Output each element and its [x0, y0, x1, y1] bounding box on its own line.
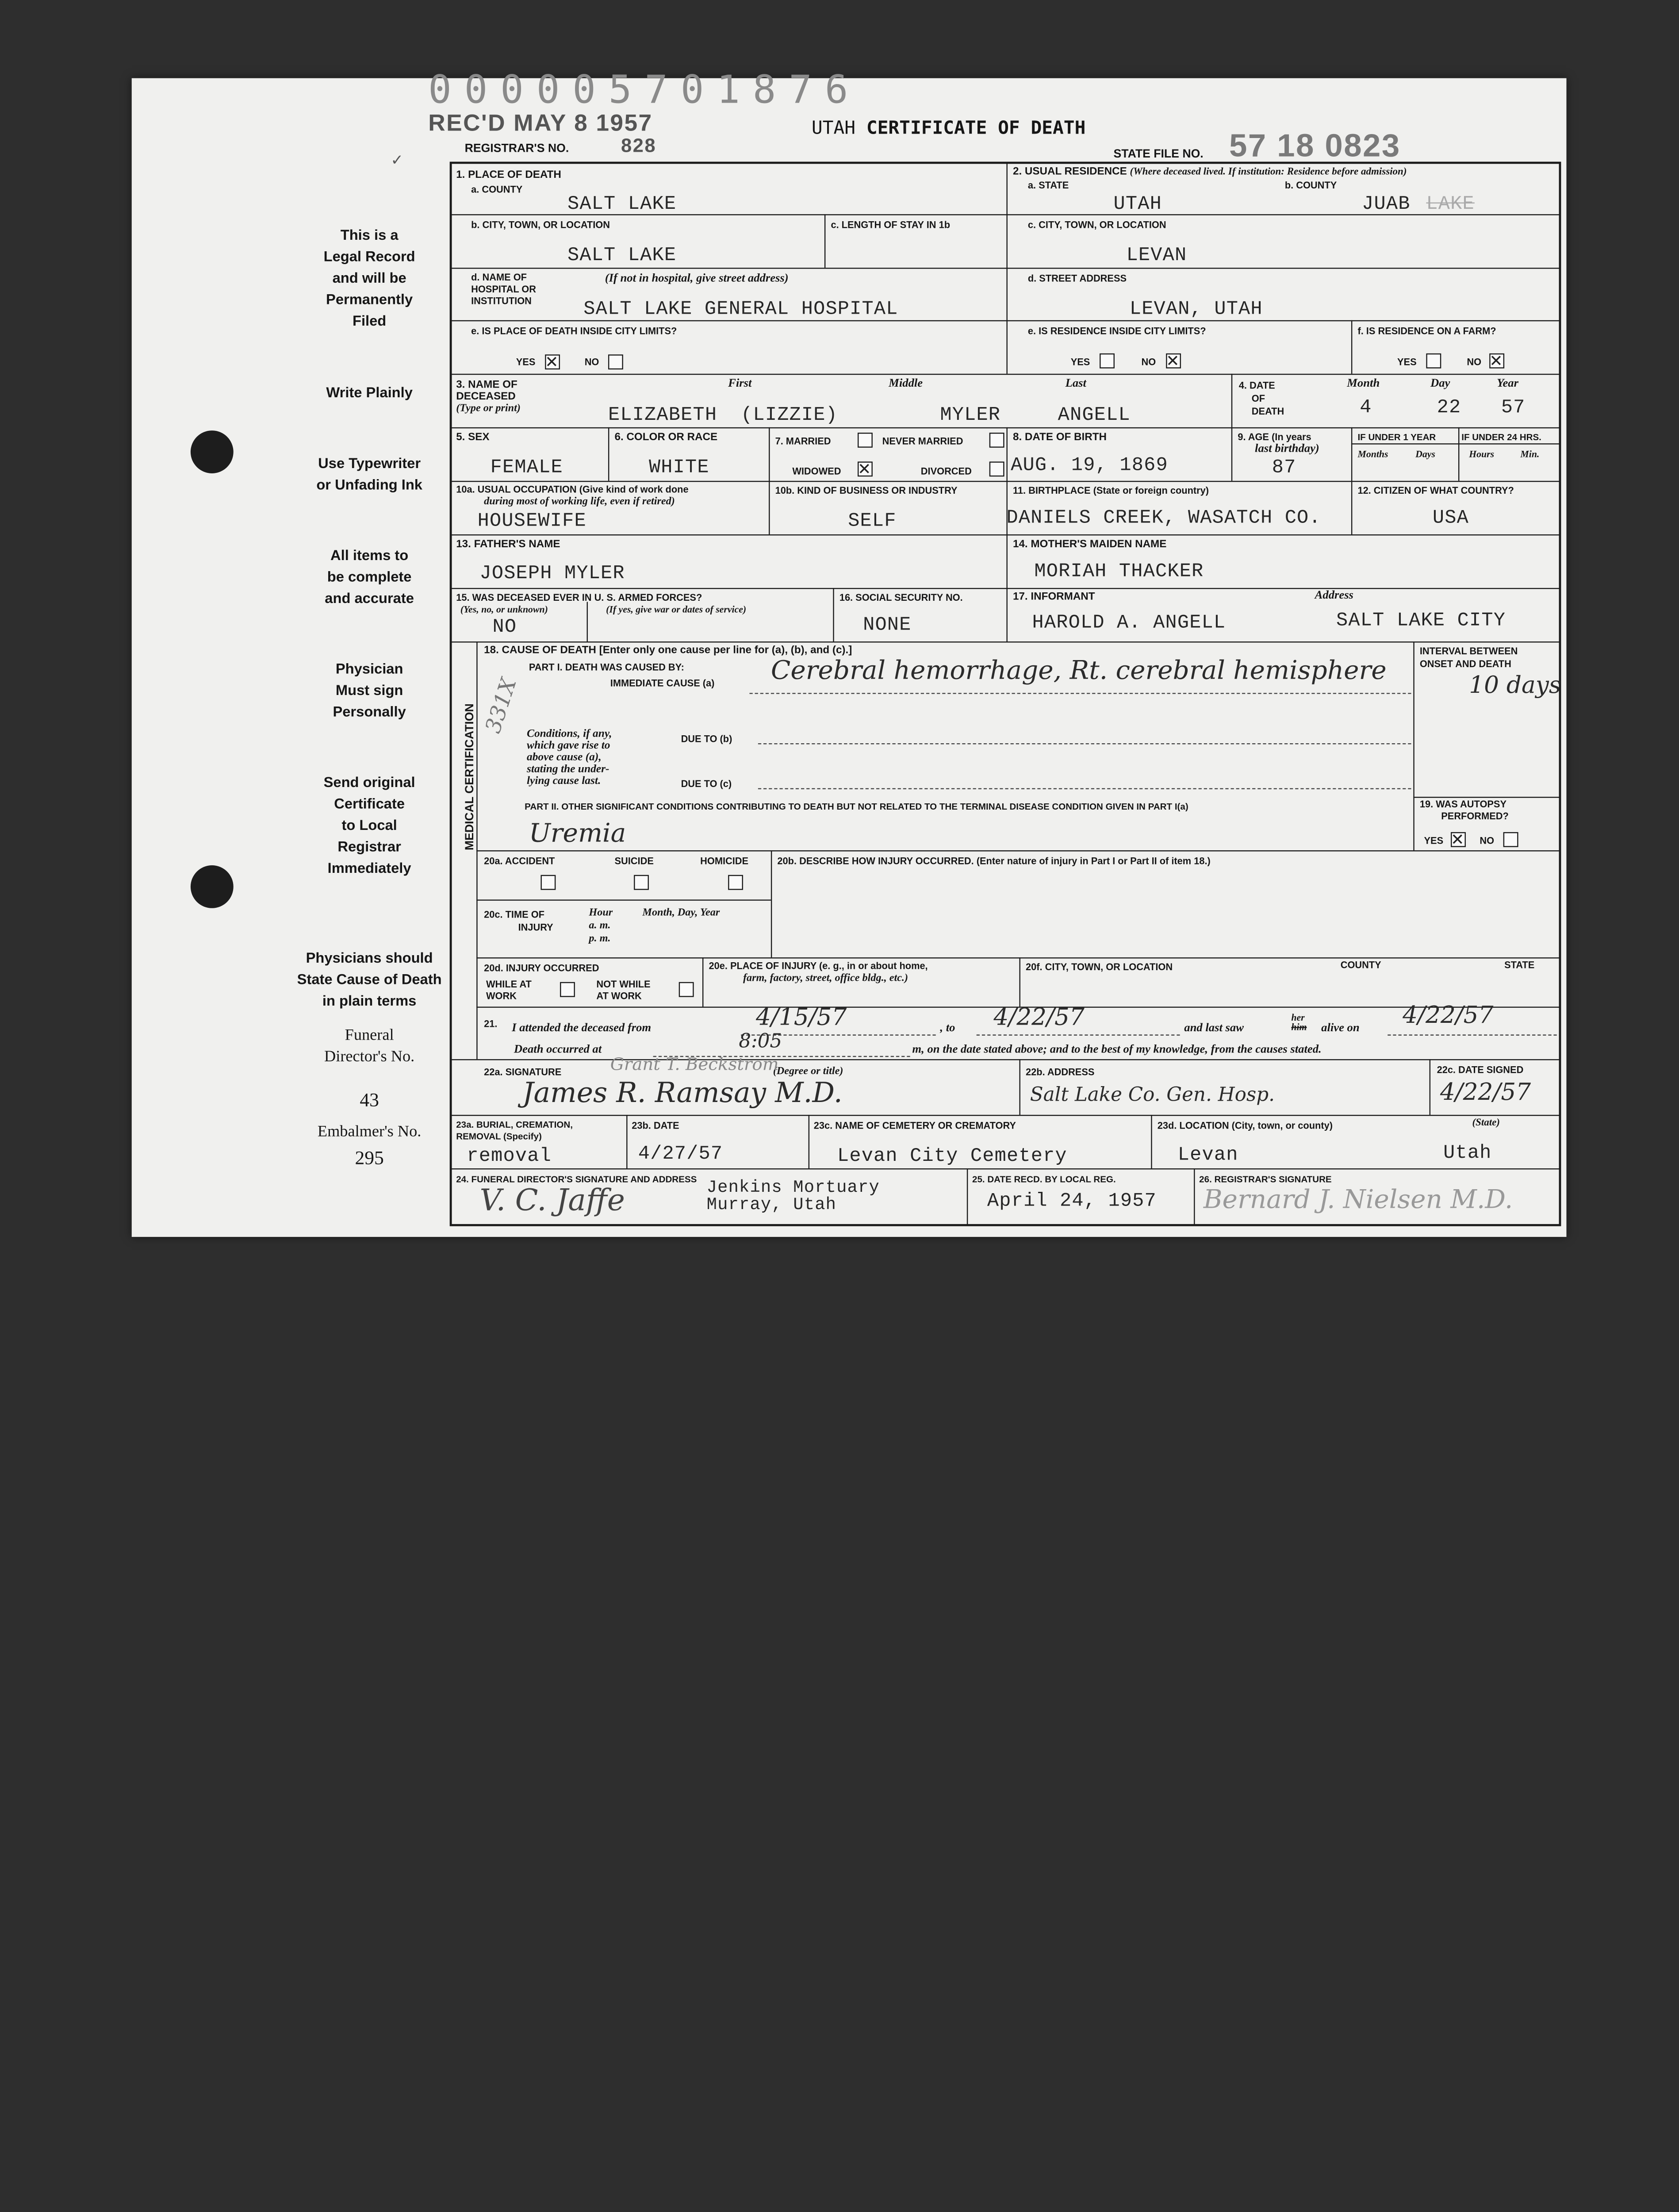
date-recd-label: 25. DATE RECD. BY LOCAL REG.: [972, 1174, 1116, 1185]
race-label: 6. COLOR OR RACE: [614, 431, 718, 444]
residence-street: LEVAN, UTAH: [1129, 299, 1263, 320]
no-label: NO: [1467, 357, 1482, 368]
hospital-label: d. NAME OF HOSPITAL OR INSTITUTION: [471, 272, 536, 307]
death-county: SALT LAKE: [567, 194, 677, 215]
mortuary-city: Murray, Utah: [706, 1195, 837, 1215]
embalmer-no-label: Embalmer's No.: [317, 1123, 422, 1141]
side-legal: This is a Legal Record and will be Permanently Filed: [323, 227, 415, 329]
conditions-note: Conditions, if any, which gave rise to above cause (a), stating the under- lying cause last.: [526, 728, 612, 787]
first-label: First: [728, 377, 752, 390]
while-at-work-checkbox[interactable]: [560, 982, 575, 997]
attended-label: I attended the deceased from: [512, 1022, 652, 1035]
residence-city-label: c. CITY, TOWN, OR LOCATION: [1027, 219, 1166, 230]
last-saw-label: and last saw: [1184, 1022, 1244, 1035]
funeral-director-no: 43: [360, 1089, 379, 1111]
divider: [476, 850, 1560, 851]
interval-label: INTERVAL BETWEEN ONSET AND DEATH: [1419, 645, 1518, 669]
cemetery: Levan City Cemetery: [837, 1146, 1067, 1167]
physician-signature: James R. Ramsay M.D.: [522, 1077, 843, 1110]
funeral-director-signature: V. C. Jaffe: [479, 1182, 625, 1218]
widowed-label: WIDOWED: [792, 466, 841, 477]
divider: [1231, 427, 1232, 481]
age: 87: [1272, 457, 1296, 479]
burial-location: Levan: [1177, 1144, 1238, 1167]
divider: [1194, 1168, 1195, 1225]
divider: [1151, 1115, 1152, 1168]
suicide-label: SUICIDE: [614, 856, 654, 867]
burial-method: removal: [467, 1146, 552, 1167]
no-label: NO: [1141, 357, 1156, 368]
not-while-at-work-label: NOT WHILE AT WORK: [596, 979, 651, 1002]
never-married-label: NEVER MARRIED: [882, 436, 963, 447]
registrar-signature-label: 26. REGISTRAR'S SIGNATURE: [1199, 1174, 1332, 1185]
burial-location-label: 23d. LOCATION (City, town, or county): [1157, 1120, 1333, 1131]
divider: [476, 957, 1560, 958]
armed-forces-service-note: (If yes, give war or dates of service): [606, 604, 747, 615]
occurred-statement: m, on the date stated above; and to the best of my knowledge, from the causes stated.: [912, 1043, 1322, 1056]
yes-label: YES: [516, 357, 536, 368]
cause-b-line: [758, 743, 1411, 744]
side-complete: All items to be complete and accurate: [325, 547, 414, 607]
homicide-label: HOMICIDE: [700, 856, 749, 867]
received-stamp: REC'D MAY 8 1957: [428, 109, 653, 136]
embalmer-no: 295: [355, 1147, 384, 1168]
divider: [451, 268, 1560, 269]
divider: [1351, 320, 1352, 374]
never-married-checkbox[interactable]: [989, 433, 1004, 448]
divider: [451, 1168, 1560, 1169]
medical-certification-label: MEDICAL CERTIFICATION: [464, 703, 477, 851]
state-file-label: STATE FILE NO.: [1113, 148, 1204, 161]
item-21-label: 21.: [484, 1018, 498, 1029]
married-label: 7. MARRIED: [775, 436, 831, 447]
due-to-b-label: DUE TO (b): [681, 733, 732, 745]
divider: [1231, 374, 1232, 427]
autopsy-label: 19. WAS AUTOPSY PERFORMED?: [1419, 799, 1509, 822]
yes-label: YES: [1070, 357, 1090, 368]
injury-date-label: Month, Day, Year: [642, 907, 720, 919]
sex: FEMALE: [490, 457, 563, 479]
divider: [451, 481, 1560, 482]
residence-county-struck: LAKE: [1426, 194, 1475, 215]
date-signed: 4/22/57: [1440, 1079, 1531, 1106]
residence-county: JUAB: [1362, 194, 1411, 215]
signer-address: Salt Lake Co. Gen. Hosp.: [1030, 1083, 1275, 1106]
divider: [1351, 443, 1560, 444]
date-received: April 24, 1957: [987, 1190, 1157, 1213]
injury-description-label: 20b. DESCRIBE HOW INJURY OCCURRED. (Enter nature of injury in Part I or Part II of item 18.): [777, 856, 1211, 867]
day-label: Day: [1430, 377, 1450, 390]
other-conditions: Uremia: [529, 818, 626, 849]
no-label: NO: [584, 357, 599, 368]
funeral-director-no-label: Funeral Director's No.: [324, 1027, 415, 1066]
cause-of-death-label: 18. CAUSE OF DEATH [Enter only one cause per line for (a), (b), and (c).]: [484, 645, 852, 657]
side-send: Send original Certificate to Local Registrar Immediately: [323, 774, 415, 876]
side-physician: Physician Must sign Personally: [333, 661, 406, 720]
last-label: Last: [1065, 377, 1086, 390]
armed-forces-note: (Yes, no, or unknown): [460, 604, 548, 615]
hospital-note: (If not in hospital, give street address): [605, 272, 789, 285]
place-of-death-label: 1. PLACE OF DEATH: [456, 169, 561, 181]
min-label: Min.: [1520, 449, 1540, 460]
length-of-stay-label: c. LENGTH OF STAY IN 1b: [831, 219, 951, 230]
months-label: Months: [1357, 449, 1388, 460]
mortuary-name: Jenkins Mortuary: [706, 1178, 880, 1198]
mother-label: 14. MOTHER'S MAIDEN NAME: [1012, 538, 1167, 551]
suicide-checkbox[interactable]: [634, 875, 649, 890]
month-label: Month: [1347, 377, 1380, 390]
under-1-year-label: IF UNDER 1 YEAR: [1357, 431, 1436, 442]
business: SELF: [848, 511, 897, 533]
divorced-checkbox[interactable]: [989, 461, 1004, 476]
funeral-director-label: 24. FUNERAL DIRECTOR'S SIGNATURE AND ADDRESS: [456, 1174, 697, 1185]
first-name: ELIZABETH: [608, 405, 717, 426]
cause-a: Cerebral hemorrhage, Rt. cerebral hemisphere: [770, 655, 1387, 686]
check-x-icon: ✕: [1451, 830, 1464, 849]
physician-overlay-signature: Grant T. Beckstrom: [610, 1053, 779, 1074]
not-while-at-work-checkbox[interactable]: [679, 982, 694, 997]
county-label: a. COUNTY: [471, 184, 523, 195]
accident-checkbox[interactable]: [540, 875, 556, 890]
hour-ampm-label: Hour a. m. p. m.: [589, 907, 613, 945]
death-city: SALT LAKE: [567, 245, 677, 267]
time-occurred: 8:05: [739, 1030, 782, 1053]
middle-name: MYLER: [940, 405, 1001, 426]
death-in-city-no-checkbox[interactable]: [608, 354, 623, 369]
divider: [476, 899, 771, 900]
nickname: (LIZZIE): [741, 405, 838, 426]
informant-name: HAROLD A. ANGELL: [1032, 612, 1226, 634]
mother-name: MORIAH THACKER: [1034, 561, 1204, 583]
residence-state-label: a. STATE: [1027, 180, 1069, 191]
part1-label: PART I. DEATH WAS CAUSED BY:: [529, 661, 684, 673]
ssn-label: 16. SOCIAL SECURITY NO.: [839, 592, 963, 603]
farm-yes-checkbox[interactable]: [1426, 353, 1441, 369]
attend-from: 4/15/57: [756, 1004, 847, 1032]
hours-label: Hours: [1469, 449, 1495, 460]
registrar-no-label: REGISTRAR'S NO.: [464, 142, 569, 156]
hospital-name: SALT LAKE GENERAL HOSPITAL: [583, 299, 898, 320]
father-label: 13. FATHER'S NAME: [456, 538, 560, 551]
divider: [702, 957, 703, 1006]
armed-forces-label: 15. WAS DECEASED EVER IN U. S. ARMED FORCES?: [456, 592, 702, 603]
residence-city: LEVAN: [1126, 245, 1187, 267]
while-at-work-label: WHILE AT WORK: [486, 979, 532, 1002]
place-of-injury-label: 20e. PLACE OF INJURY (e. g., in or about home, farm, factory, street, office bldg., etc.): [709, 960, 928, 984]
no-label: NO: [1480, 835, 1495, 846]
married-checkbox[interactable]: [858, 433, 873, 448]
check-x-icon: ✕: [1489, 351, 1503, 371]
informant-address: SALT LAKE CITY: [1336, 610, 1506, 632]
inside-city-limits-label: e. IS PLACE OF DEATH INSIDE CITY LIMITS?: [471, 325, 677, 337]
serial-number: 000005701876: [428, 68, 861, 113]
state-file-no: 57 18 0823: [1229, 128, 1401, 164]
interval-value: 10 days: [1469, 672, 1561, 699]
divider: [451, 374, 1560, 375]
death-month: 4: [1360, 397, 1372, 419]
race: WHITE: [648, 457, 709, 479]
date-of-birth-label: 8. DATE OF BIRTH: [1012, 431, 1107, 444]
registrar-signature: Bernard J. Nielsen M.D.: [1203, 1184, 1513, 1215]
informant-label: 17. INFORMANT: [1012, 591, 1095, 603]
part2-label: PART II. OTHER SIGNIFICANT CONDITIONS CONTRIBUTING TO DEATH BUT NOT RELATED TO THE TERMINAL DISEASE CONDITION GIVEN IN PART I(a): [525, 801, 1188, 812]
last-seen: 4/22/57: [1403, 1002, 1494, 1029]
burial-state-label: (State): [1472, 1118, 1500, 1129]
side-typewriter: Use Typewriter or Unfading Ink: [316, 455, 422, 493]
death-day: 22: [1437, 397, 1461, 419]
street-address-label: d. STREET ADDRESS: [1027, 273, 1127, 284]
checkmark-icon: ✓: [391, 151, 403, 169]
informant-address-label: Address: [1315, 589, 1353, 602]
citizen-label: 12. CITIZEN OF WHAT COUNTRY?: [1357, 485, 1514, 496]
registrar-no: 828: [621, 135, 657, 157]
occupation: HOUSEWIFE: [477, 511, 586, 533]
coder-note: 331X: [479, 675, 521, 737]
immediate-cause-label: IMMEDIATE CAUSE (a): [610, 678, 715, 689]
divider: [833, 588, 834, 641]
attend-to: 4/22/57: [993, 1004, 1085, 1032]
autopsy-no-checkbox[interactable]: [1503, 832, 1518, 847]
burial-state: Utah: [1443, 1142, 1492, 1164]
last-seen-line: [1388, 1034, 1556, 1035]
signer-address-label: 22b. ADDRESS: [1026, 1067, 1095, 1078]
cause-c-line: [758, 788, 1411, 789]
divider: [451, 641, 1560, 642]
signature-label: 22a. SIGNATURE: [484, 1067, 562, 1078]
attend-to-line: [977, 1034, 1180, 1035]
date-of-birth: AUG. 19, 1869: [1011, 455, 1168, 477]
residence-city-limits-label: e. IS RESIDENCE INSIDE CITY LIMITS?: [1027, 325, 1206, 337]
divider: [824, 214, 825, 268]
under-24-hrs-label: IF UNDER 24 HRS.: [1461, 431, 1541, 442]
due-to-c-label: DUE TO (c): [681, 778, 732, 790]
father-name: JOSEPH MYLER: [479, 563, 625, 585]
time-of-injury-label: 20c. TIME OF INJURY: [484, 909, 553, 933]
year-label: Year: [1497, 377, 1518, 390]
birthplace-label: 11. BIRTHPLACE (State or foreign country): [1012, 485, 1209, 496]
divider: [626, 1115, 627, 1168]
divider: [771, 850, 772, 957]
divider: [587, 602, 588, 641]
farm-label: f. IS RESIDENCE ON A FARM?: [1357, 325, 1496, 337]
residence-in-city-yes-checkbox[interactable]: [1100, 353, 1115, 369]
name-of-deceased-label: 3. NAME OF DECEASED (Type or print): [456, 379, 521, 415]
usual-residence-label: 2. USUAL RESIDENCE (Where deceased lived. If institution: Residence before admission): [1012, 166, 1407, 178]
injury-occurred-label: 20d. INJURY OCCURRED: [484, 963, 599, 974]
punch-hole: [191, 865, 234, 908]
to-label: , to: [940, 1022, 955, 1035]
divider: [608, 427, 609, 481]
degree-label: (Degree or title): [773, 1065, 843, 1078]
divider: [451, 1115, 1560, 1116]
burial-date-label: 23b. DATE: [632, 1120, 679, 1131]
age-label: 9. AGE (In years last birthday): [1238, 431, 1319, 455]
accident-label: 20a. ACCIDENT: [484, 856, 555, 867]
cemetery-label: 23c. NAME OF CEMETERY OR CREMATORY: [813, 1120, 1016, 1131]
residence-county-label: b. COUNTY: [1284, 180, 1337, 191]
burial-date: 4/27/57: [638, 1144, 723, 1165]
divider: [1458, 427, 1459, 481]
date-of-death-label: 4. DATE OF DEATH: [1238, 380, 1284, 417]
injury-city-label: 20f. CITY, TOWN, OR LOCATION: [1026, 961, 1173, 972]
yes-label: YES: [1424, 835, 1444, 846]
homicide-checkbox[interactable]: [728, 875, 743, 890]
divider: [1413, 797, 1560, 798]
page-title: UTAH CERTIFICATE OF DEATH: [811, 118, 1086, 139]
birthplace: DANIELS CREEK, WASATCH CO.: [1006, 507, 1321, 529]
death-year: 57: [1501, 397, 1526, 419]
injury-county-label: COUNTY: [1340, 959, 1381, 971]
divider: [1413, 641, 1414, 850]
death-occurred-label: Death occurred at: [514, 1043, 602, 1056]
divorced-label: DIVORCED: [920, 466, 972, 477]
yes-label: YES: [1397, 357, 1417, 368]
last-name: ANGELL: [1058, 405, 1131, 426]
date-signed-label: 22c. DATE SIGNED: [1437, 1064, 1524, 1075]
side-state-cause: Physicians should State Cause of Death in plain terms: [297, 950, 442, 1009]
check-x-icon: ✕: [857, 459, 871, 479]
armed-forces: NO: [492, 617, 517, 638]
burial-label: 23a. BURIAL, CREMATION, REMOVAL (Specify): [456, 1119, 573, 1142]
occupation-label: 10a. USUAL OCCUPATION (Give kind of work done during most of working life, even if retired): [456, 484, 689, 508]
divider: [451, 320, 1560, 321]
business-label: 10b. KIND OF BUSINESS OR INDUSTRY: [775, 485, 958, 496]
city-label: b. CITY, TOWN, OR LOCATION: [471, 219, 610, 230]
check-x-icon: ✕: [545, 352, 559, 372]
divider: [451, 588, 1560, 589]
punch-hole: [191, 430, 234, 473]
divider: [451, 427, 1560, 428]
cause-a-line: [749, 693, 1411, 694]
sex-label: 5. SEX: [456, 431, 490, 444]
days-label: Days: [1415, 449, 1435, 460]
side-plainly: Write Plainly: [326, 384, 413, 401]
middle-label: Middle: [889, 377, 923, 390]
alive-on-label: alive on: [1321, 1022, 1360, 1035]
check-x-icon: ✕: [1166, 351, 1180, 371]
divider: [967, 1168, 968, 1225]
citizen: USA: [1432, 507, 1469, 529]
divider: [451, 534, 1560, 535]
ssn: NONE: [863, 614, 912, 636]
residence-state: UTAH: [1113, 194, 1162, 215]
injury-state-label: STATE: [1504, 959, 1535, 971]
her-him-label: her him: [1291, 1012, 1307, 1033]
